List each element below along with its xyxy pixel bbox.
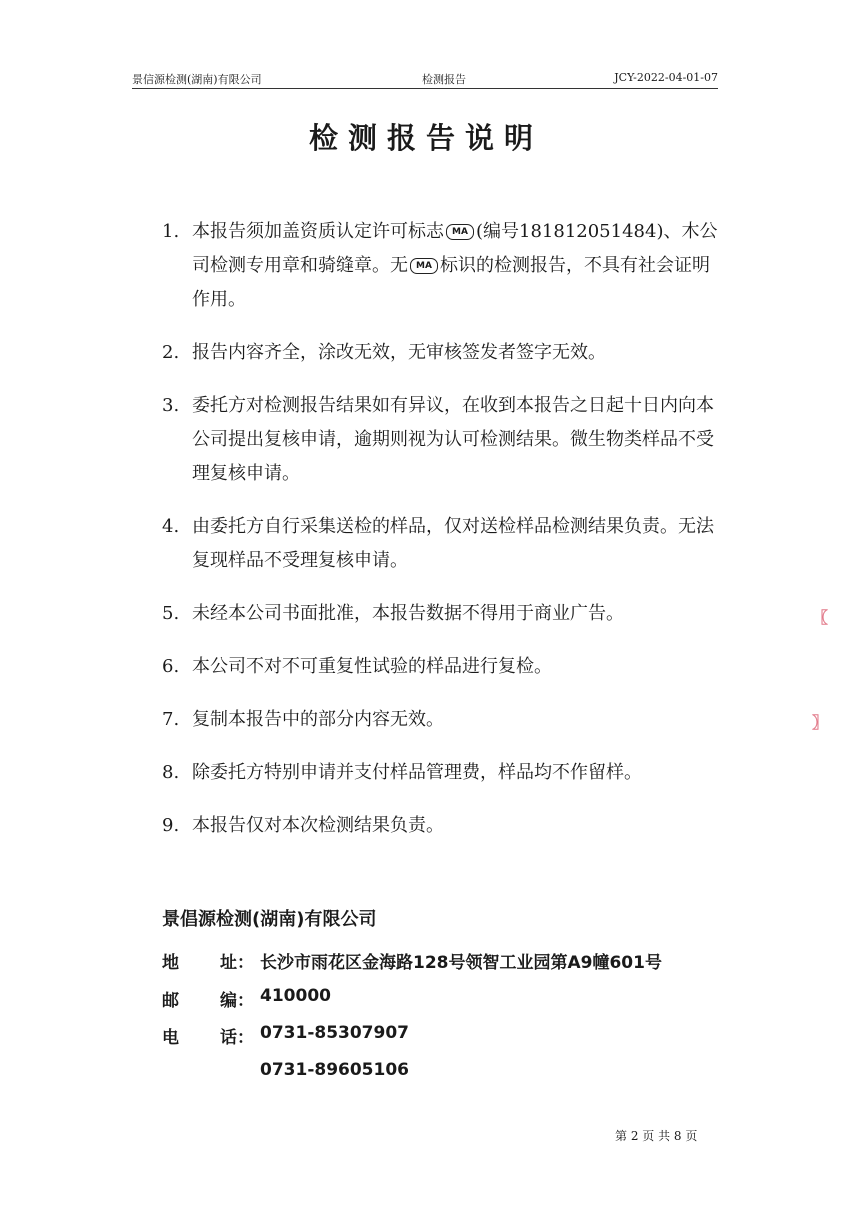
- seal-stamp-icon: 〖: [812, 608, 829, 627]
- list-item: 5. 未经本公司书面批准，本报告数据不得用于商业广告。: [162, 603, 624, 624]
- list-item: 4. 由委托方自行采集送检的样品，仅对送检样品检测结果负责。无法复现样品不受理复核申请。: [162, 516, 714, 571]
- list-item: 6. 本公司不对不可重复性试验的样品进行复检。: [162, 656, 552, 677]
- list-item: 2. 报告内容齐全，涂改无效，无审核签发者签字无效。: [162, 342, 606, 363]
- address-value: 长沙市雨花区金海路128号领智工业园第A9幢601号: [260, 953, 662, 973]
- header-code: JCY-2022-04-01-07: [614, 71, 718, 84]
- list-item: 8. 除委托方特别申请并支付样品管理费，样品均不作留样。: [162, 762, 642, 783]
- phone-value: 0731-85307907: [260, 1023, 409, 1043]
- company-name: 景倡源检测(湖南)有限公司: [162, 909, 377, 930]
- header-doc-type: 检测报告: [422, 73, 466, 86]
- list-item: 7. 复制本报告中的部分内容无效。: [162, 709, 444, 730]
- list-item: 1. 本报告须加盖资质认定许可标志 MA (编号181812051484)、木公司检测专用章和骑缝章。无 MA 标识的检测报告，不具有社会证明作用。: [162, 221, 718, 310]
- postcode-value: 410000: [260, 986, 331, 1006]
- notes-list: [162, 215, 722, 862]
- phone-value-2: 0731-89605106: [260, 1060, 409, 1080]
- list-item: 3. 委托方对检测报告结果如有异议，在收到本报告之日起十日内向本公司提出复核申请，逾期则视为认可检测结果。微生物类样品不受理复核申请。: [162, 395, 714, 484]
- cma-mark-icon: MA: [446, 224, 474, 240]
- page-title: 检测报告说明: [308, 121, 543, 155]
- cma-mark-icon: MA: [410, 258, 438, 274]
- page-footer: 第 2 页 共 8 页: [615, 1129, 698, 1143]
- page-header: [132, 70, 718, 89]
- header-company: 景信源检测(湖南)有限公司: [132, 73, 262, 86]
- seal-stamp-icon: 〗: [812, 713, 829, 732]
- list-item: 9. 本报告仅对本次检测结果负责。: [162, 815, 444, 836]
